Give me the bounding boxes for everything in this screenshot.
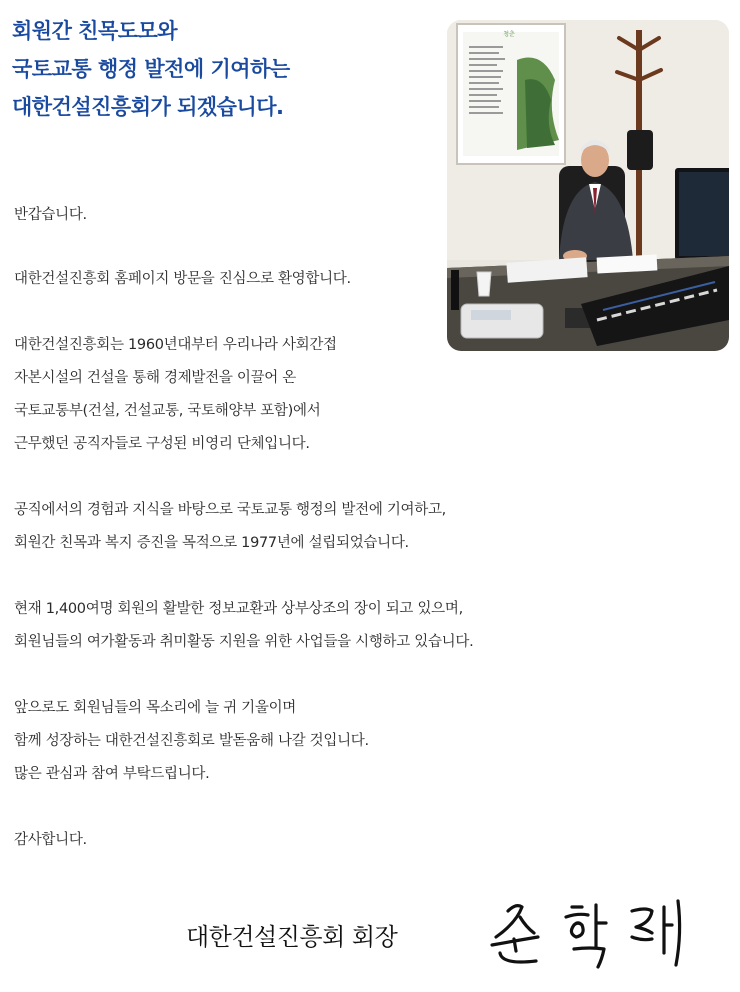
paragraph-line: 반갑습니다.	[14, 207, 87, 223]
paragraph-future	[14, 692, 614, 791]
paragraph-welcome	[14, 263, 614, 296]
paragraph-line: 회원님들의 여가활동과 취미활동 지원을 위한 사업들을 시행하고 있습니다.	[14, 634, 474, 650]
paragraph-about	[14, 329, 614, 461]
paragraph-line: 국토교통부(건설, 건설교통, 국토해양부 포함)에서	[14, 403, 321, 419]
poster-title: 청춘	[503, 31, 515, 38]
greeting-body	[14, 200, 614, 890]
paragraph-line: 공직에서의 경험과 지식을 바탕으로 국토교통 행정의 발전에 기여하고,	[14, 502, 446, 518]
paragraph-line: 많은 관심과 참여 부탁드립니다.	[14, 766, 210, 782]
headline-line-3: 대한건설진흥회가 되겠습니다.	[12, 95, 284, 119]
paragraph-thanks	[14, 824, 614, 857]
signature-title: 대한건설진흥회 회장	[186, 923, 398, 951]
headline-line-2: 국토교통 행정 발전에 기여하는	[12, 57, 290, 81]
paragraph-line: 근무했던 공직자들로 구성된 비영리 단체입니다.	[14, 436, 310, 452]
paragraph-line: 현재 1,400여명 회원의 활발한 정보교환과 상부상조의 장이 되고 있으며,	[14, 601, 463, 617]
paragraph-line: 함께 성장하는 대한건설진흥회로 발돋움해 나갈 것입니다.	[14, 733, 369, 749]
headline	[12, 12, 442, 126]
paragraph-line: 감사합니다.	[14, 832, 87, 848]
headline-line-1: 회원간 친목도모와	[12, 19, 178, 43]
handwritten-signature-icon	[486, 893, 696, 971]
paragraph-greeting	[14, 200, 614, 230]
paragraph-members	[14, 593, 614, 659]
paragraph-line: 앞으로도 회원님들의 목소리에 늘 귀 기울이며	[14, 700, 296, 716]
paragraph-line: 회원간 친목과 복지 증진을 목적으로 1977년에 설립되었습니다.	[14, 535, 409, 551]
signature-block	[186, 893, 726, 973]
paragraph-line: 자본시설의 건설을 통해 경제발전을 이끌어 온	[14, 370, 296, 386]
paragraph-founding	[14, 494, 614, 560]
paragraph-line: 대한건설진흥회는 1960년대부터 우리나라 사회간접	[14, 337, 337, 353]
paragraph-line: 대한건설진흥회 홈페이지 방문을 진심으로 환영합니다.	[14, 271, 351, 287]
